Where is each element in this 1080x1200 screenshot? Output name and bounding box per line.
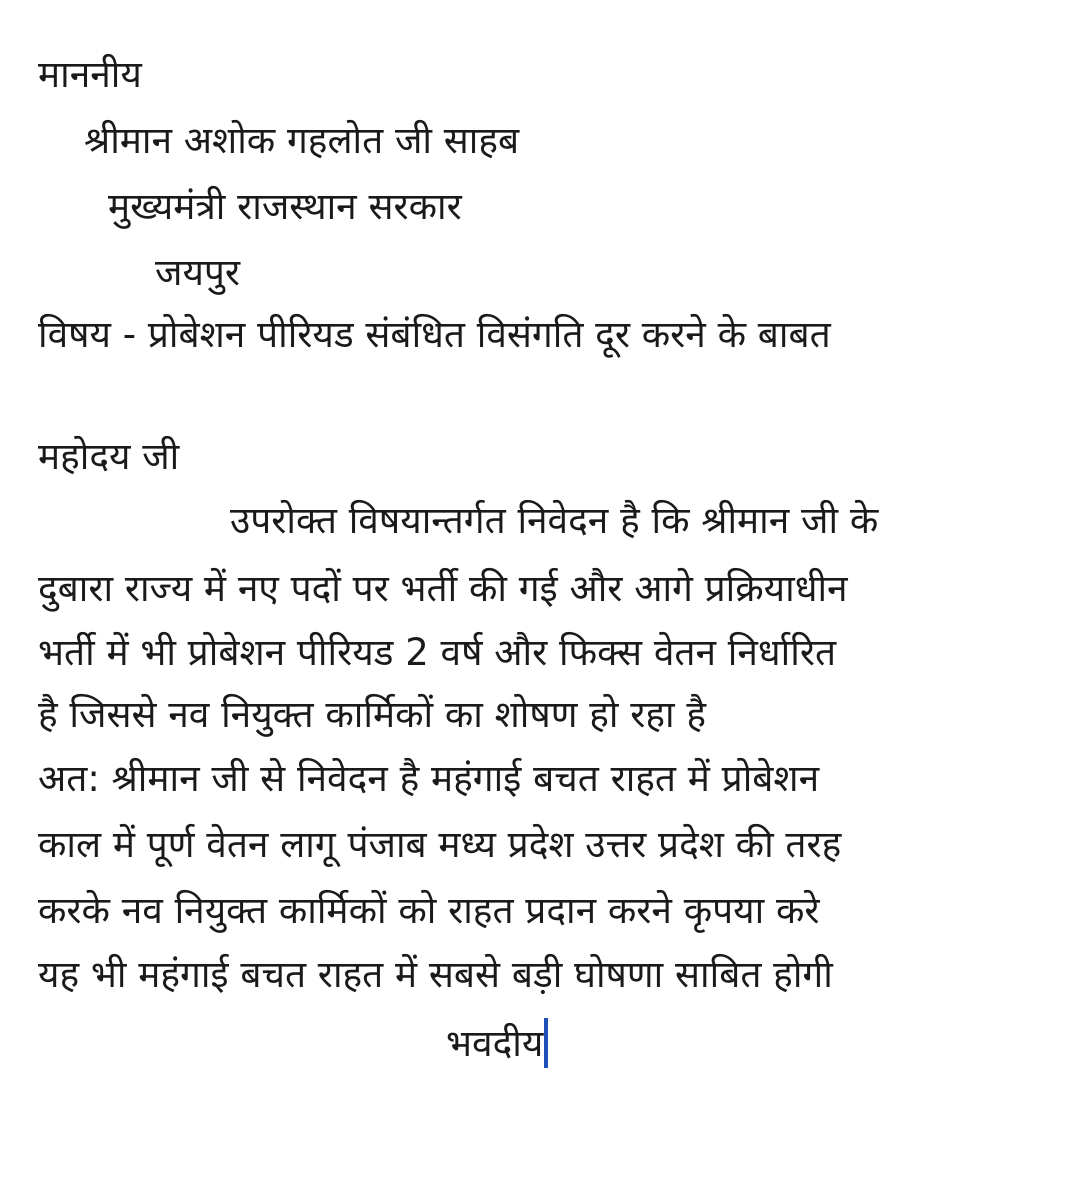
signoff: भवदीय: [446, 1022, 544, 1065]
addressee-city: जयपुर: [155, 251, 241, 294]
body-line: भर्ती में भी प्रोबेशन पीरियड 2 वर्ष और फिक्स वेतन निर्धारित: [38, 631, 837, 674]
addressee-title: मुख्यमंत्री राजस्थान सरकार: [108, 185, 462, 228]
signoff-line: [446, 1018, 548, 1068]
body-line: है जिससे नव नियुक्त कार्मिकों का शोषण हो रहा है: [38, 693, 706, 736]
greeting: महोदय जी: [38, 435, 180, 478]
body-line: करके नव नियुक्त कार्मिकों को राहत प्रदान करने कृपया करे: [38, 889, 820, 932]
salutation: माननीय: [38, 53, 142, 96]
subject-line: विषय - प्रोबेशन पीरियड संबंधित विसंगति दूर करने के बाबत: [38, 313, 831, 356]
body-line: दुबारा राज्य में नए पदों पर भर्ती की गई और आगे प्रक्रियाधीन: [38, 567, 848, 610]
body-line: काल में पूर्ण वेतन लागू पंजाब मध्य प्रदेश उत्तर प्रदेश की तरह: [38, 823, 842, 866]
body-line: यह भी महंगाई बचत राहत में सबसे बड़ी घोषणा साबित होगी: [38, 953, 833, 996]
body-line: उपरोक्त विषयान्तर्गत निवेदन है कि श्रीमान जी के: [230, 499, 879, 542]
body-line: अत: श्रीमान जी से निवेदन है महंगाई बचत राहत में प्रोबेशन: [38, 757, 820, 800]
addressee-name: श्रीमान अशोक गहलोत जी साहब: [84, 119, 520, 162]
text-cursor: [544, 1018, 548, 1068]
